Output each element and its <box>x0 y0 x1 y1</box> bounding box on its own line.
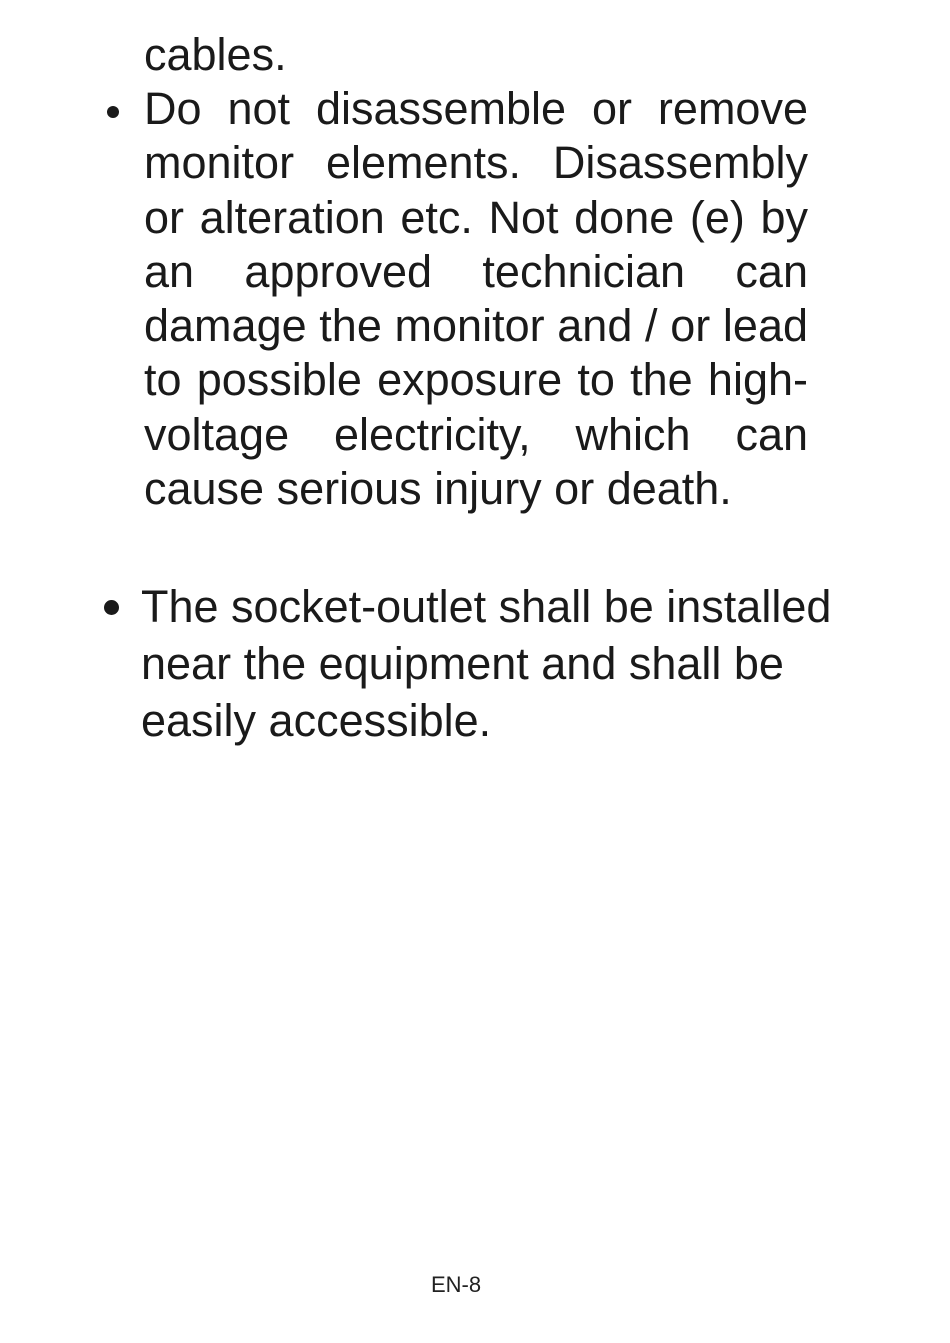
bullet-item-disassembly-warning <box>144 82 808 516</box>
bullet-text: Do not disassemble or remove monitor elements. Disassembly or alteration etc. Not done (e) by an approved technician can damage the monitor and / or lead to possible exposure to the high-voltage electricity, which can cause serious injury or death. <box>144 83 808 515</box>
bullet-dot-icon <box>107 106 119 118</box>
page-number: EN-8 <box>430 1272 482 1297</box>
bullet-dot-icon <box>104 600 119 615</box>
bullet-text: The socket-outlet shall be installed near the equipment and shall be easily accessible. <box>141 581 832 746</box>
bullet-item-socket-outlet <box>141 578 881 749</box>
continuation-text: cables. <box>144 29 287 80</box>
